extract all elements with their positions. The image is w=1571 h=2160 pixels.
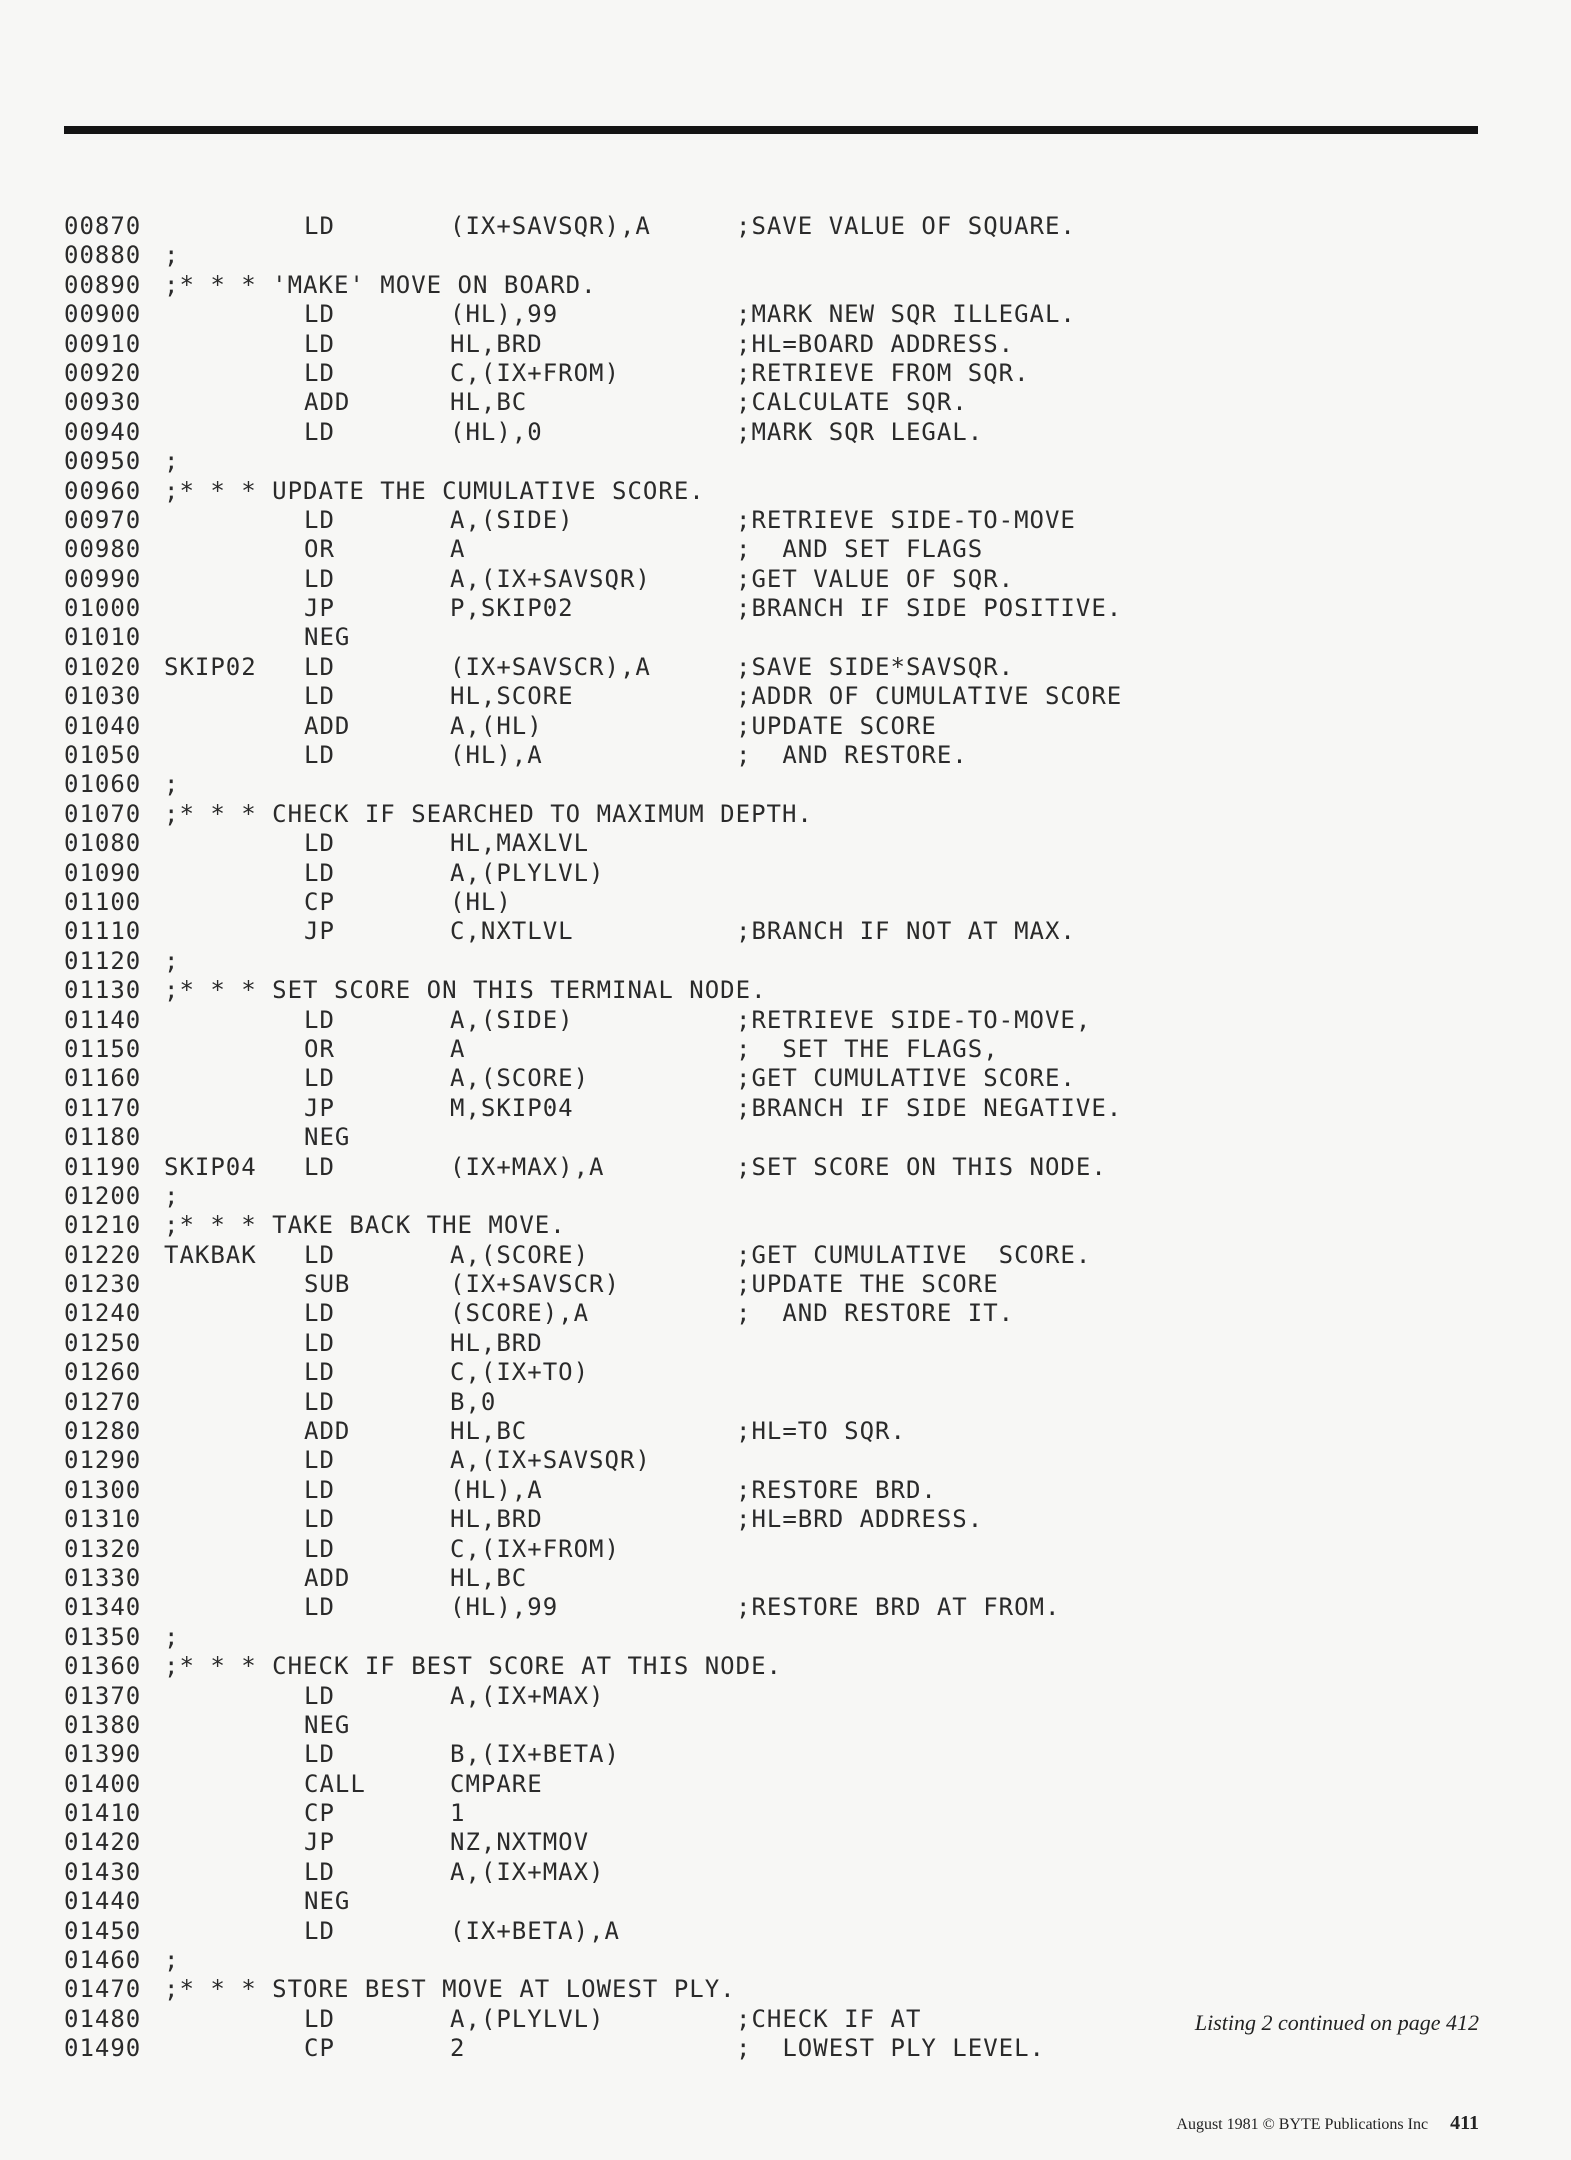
opcode: OR (304, 535, 335, 564)
opcode: JP (304, 1093, 335, 1122)
inline-comment: ;GET VALUE OF SQR. (736, 564, 1015, 593)
line-number: 01410 (64, 1799, 142, 1828)
listing-line (64, 1623, 1504, 1652)
inline-comment: ;RETRIEVE SIDE-TO-MOVE, (736, 1005, 1092, 1034)
line-number: 01260 (64, 1358, 142, 1387)
opcode: CP (304, 2034, 335, 2063)
listing-line (64, 1652, 1504, 1681)
listing-line (64, 1417, 1504, 1446)
opcode: LD (304, 329, 335, 358)
listing-line (64, 1211, 1504, 1240)
operand: (IX+SAVSQR),A (450, 212, 651, 240)
opcode: SUB (304, 1270, 351, 1299)
comment-line: ;* * * CHECK IF SEARCHED TO MAXIMUM DEPTH. (164, 799, 813, 828)
listing-line (64, 1123, 1504, 1152)
inline-comment: ; AND RESTORE IT. (736, 1299, 1015, 1328)
listing-line (64, 741, 1504, 770)
line-number: 01190 (64, 1152, 142, 1181)
page-footer (1176, 2112, 1479, 2135)
line-number: 01440 (64, 1887, 142, 1916)
inline-comment: ; AND SET FLAGS (736, 535, 984, 564)
operand: (HL),0 (450, 417, 543, 446)
operand: C,(IX+FROM) (450, 1534, 620, 1563)
operand: HL,SCORE (450, 682, 574, 711)
listing-line (64, 1799, 1504, 1828)
opcode: ADD (304, 711, 351, 740)
listing-line (64, 535, 1504, 564)
line-number: 01400 (64, 1769, 142, 1798)
inline-comment: ;MARK NEW SQR ILLEGAL. (736, 300, 1076, 329)
listing-line (64, 418, 1504, 447)
opcode: CP (304, 887, 335, 916)
operand: NZ,NXTMOV (450, 1828, 590, 1857)
operand: P,SKIP02 (450, 594, 574, 623)
opcode: ADD (304, 1417, 351, 1446)
opcode: NEG (304, 1887, 351, 1916)
listing-line (64, 1887, 1504, 1916)
opcode: LD (304, 417, 335, 446)
listing-line (64, 682, 1504, 711)
operand: (HL),99 (450, 300, 559, 329)
operand: A,(PLYLVL) (450, 2004, 605, 2033)
opcode: LD (304, 1740, 335, 1769)
line-number: 00990 (64, 564, 142, 593)
comment-line: ; (164, 447, 180, 476)
inline-comment: ;SET SCORE ON THIS NODE. (736, 1152, 1107, 1181)
line-number: 01300 (64, 1475, 142, 1504)
line-number: 00890 (64, 270, 142, 299)
listing-line (64, 1358, 1504, 1387)
line-number: 00920 (64, 358, 142, 387)
opcode: LD (304, 858, 335, 887)
line-number: 01450 (64, 1916, 142, 1945)
comment-line: ; (164, 1622, 180, 1651)
opcode: LD (304, 829, 335, 858)
listing-line (64, 800, 1504, 829)
line-number: 01060 (64, 770, 142, 799)
inline-comment: ;ADDR OF CUMULATIVE SCORE (736, 682, 1123, 711)
line-number: 01140 (64, 1005, 142, 1034)
inline-comment: ; AND RESTORE. (736, 741, 968, 770)
listing-line (64, 271, 1504, 300)
operand: HL,BC (450, 1417, 528, 1446)
inline-comment: ;RETRIEVE FROM SQR. (736, 358, 1030, 387)
operand: B,(IX+BETA) (450, 1740, 620, 1769)
line-number: 01330 (64, 1563, 142, 1592)
line-number: 01270 (64, 1387, 142, 1416)
line-number: 01130 (64, 976, 142, 1005)
listing-line (64, 1476, 1504, 1505)
opcode: LD (304, 1328, 335, 1357)
line-number: 01490 (64, 2034, 142, 2063)
line-number: 01090 (64, 858, 142, 887)
listing-line (64, 330, 1504, 359)
listing-line (64, 1564, 1504, 1593)
line-number: 01290 (64, 1446, 142, 1475)
line-number: 01120 (64, 946, 142, 975)
operand: (IX+BETA),A (450, 1916, 620, 1945)
operand: (HL),A (450, 1475, 543, 1504)
listing-line (64, 1299, 1504, 1328)
line-number: 01110 (64, 917, 142, 946)
comment-line: ; (164, 1946, 180, 1975)
line-number: 01320 (64, 1534, 142, 1563)
listing-line (64, 241, 1504, 270)
line-number: 00970 (64, 505, 142, 534)
inline-comment: ;UPDATE SCORE (736, 711, 937, 740)
asm-label: SKIP04 (164, 1152, 257, 1181)
comment-line: ;* * * TAKE BACK THE MOVE. (164, 1211, 566, 1240)
operand: A,(IX+MAX) (450, 1857, 605, 1886)
asm-label: TAKBAK (164, 1240, 257, 1269)
operand: B,0 (450, 1387, 497, 1416)
line-number: 01350 (64, 1622, 142, 1651)
listing-line (64, 888, 1504, 917)
opcode: LD (304, 1387, 335, 1416)
operand: A,(IX+MAX) (450, 1681, 605, 1710)
footer-credit: August 1981 © BYTE Publications Inc (1176, 2116, 1429, 2133)
line-number: 01250 (64, 1328, 142, 1357)
operand: HL,BRD (450, 1328, 543, 1357)
listing-line (64, 1593, 1504, 1622)
opcode: JP (304, 1828, 335, 1857)
operand: (HL),99 (450, 1593, 559, 1622)
listing-line (64, 1505, 1504, 1534)
inline-comment: ;GET CUMULATIVE SCORE. (736, 1240, 1092, 1269)
listing-line (64, 388, 1504, 417)
opcode: LD (304, 1152, 335, 1181)
listing-line (64, 1388, 1504, 1417)
opcode: NEG (304, 1123, 351, 1152)
opcode: NEG (304, 1710, 351, 1739)
listing-line (64, 976, 1504, 1005)
line-number: 00950 (64, 447, 142, 476)
listing-line (64, 1446, 1504, 1475)
line-number: 01460 (64, 1946, 142, 1975)
line-number: 01470 (64, 1975, 142, 2004)
listing-line (64, 300, 1504, 329)
operand: HL,BC (450, 1563, 528, 1592)
line-number: 00930 (64, 388, 142, 417)
operand: A,(HL) (450, 711, 543, 740)
opcode: LD (304, 1299, 335, 1328)
opcode: LD (304, 682, 335, 711)
opcode: LD (304, 1358, 335, 1387)
inline-comment: ;CHECK IF AT (736, 2004, 922, 2033)
listing-line (64, 1946, 1504, 1975)
comment-line: ;* * * UPDATE THE CUMULATIVE SCORE. (164, 476, 705, 505)
opcode: LD (304, 1534, 335, 1563)
top-rule (64, 126, 1478, 134)
listing-line (64, 594, 1504, 623)
listing-line (64, 917, 1504, 946)
comment-line: ; (164, 946, 180, 975)
opcode: LD (304, 300, 335, 329)
line-number: 01390 (64, 1740, 142, 1769)
line-number: 01380 (64, 1710, 142, 1739)
line-number: 01200 (64, 1181, 142, 1210)
line-number: 00980 (64, 535, 142, 564)
operand: A,(SIDE) (450, 505, 574, 534)
inline-comment: ;GET CUMULATIVE SCORE. (736, 1064, 1076, 1093)
opcode: LD (304, 505, 335, 534)
listing-line (64, 1535, 1504, 1564)
line-number: 00880 (64, 241, 142, 270)
line-number: 00900 (64, 300, 142, 329)
opcode: ADD (304, 388, 351, 417)
listing-line (64, 477, 1504, 506)
line-number: 01360 (64, 1652, 142, 1681)
operand: A,(SCORE) (450, 1240, 590, 1269)
line-number: 01070 (64, 799, 142, 828)
opcode: LD (304, 358, 335, 387)
inline-comment: ;CALCULATE SQR. (736, 388, 968, 417)
opcode: NEG (304, 623, 351, 652)
operand: (HL),A (450, 741, 543, 770)
comment-line: ;* * * CHECK IF BEST SCORE AT THIS NODE. (164, 1652, 782, 1681)
inline-comment: ;HL=BOARD ADDRESS. (736, 329, 1015, 358)
line-number: 01000 (64, 594, 142, 623)
listing-line (64, 1182, 1504, 1211)
operand: CMPARE (450, 1769, 543, 1798)
inline-comment: ;RETRIEVE SIDE-TO-MOVE (736, 505, 1076, 534)
listing-line (64, 1828, 1504, 1857)
comment-line: ; (164, 241, 180, 270)
operand: HL,MAXLVL (450, 829, 590, 858)
inline-comment: ; LOWEST PLY LEVEL. (736, 2034, 1045, 2063)
line-number: 01020 (64, 652, 142, 681)
listing-line (64, 506, 1504, 535)
inline-comment: ;UPDATE THE SCORE (736, 1270, 999, 1299)
opcode: LD (304, 1857, 335, 1886)
listing-line (64, 359, 1504, 388)
operand: (HL) (450, 887, 512, 916)
inline-comment: ;RESTORE BRD. (736, 1475, 937, 1504)
opcode: LD (304, 1240, 335, 1269)
opcode: LD (304, 1681, 335, 1710)
line-number: 00940 (64, 417, 142, 446)
operand: (IX+MAX),A (450, 1152, 605, 1181)
line-number: 00870 (64, 212, 142, 240)
listing-line (64, 1006, 1504, 1035)
listing-line (64, 712, 1504, 741)
inline-comment: ;HL=BRD ADDRESS. (736, 1505, 984, 1534)
code-listing (64, 212, 1504, 2064)
listing-line (64, 1682, 1504, 1711)
opcode: LD (304, 652, 335, 681)
operand: (IX+SAVSCR),A (450, 652, 651, 681)
line-number: 01180 (64, 1123, 142, 1152)
listing-line (64, 859, 1504, 888)
operand: A,(IX+SAVSQR) (450, 564, 651, 593)
listing-line (64, 1064, 1504, 1093)
inline-comment: ;HL=TO SQR. (736, 1417, 906, 1446)
listing-line (64, 770, 1504, 799)
inline-comment: ;RESTORE BRD AT FROM. (736, 1593, 1061, 1622)
inline-comment: ;BRANCH IF NOT AT MAX. (736, 917, 1076, 946)
line-number: 01050 (64, 741, 142, 770)
listing-line (64, 1270, 1504, 1299)
comment-line: ; (164, 770, 180, 799)
operand: 1 (450, 1799, 466, 1828)
operand: 2 (450, 2034, 466, 2063)
operand: HL,BRD (450, 1505, 543, 1534)
inline-comment: ;BRANCH IF SIDE POSITIVE. (736, 594, 1123, 623)
opcode: ADD (304, 1563, 351, 1592)
listing-line (64, 1770, 1504, 1799)
line-number: 01150 (64, 1034, 142, 1063)
operand: A,(IX+SAVSQR) (450, 1446, 651, 1475)
operand: M,SKIP04 (450, 1093, 574, 1122)
opcode: LD (304, 1593, 335, 1622)
opcode: LD (304, 741, 335, 770)
operand: (SCORE),A (450, 1299, 590, 1328)
operand: HL,BRD (450, 329, 543, 358)
opcode: CALL (304, 1769, 366, 1798)
inline-comment: ;SAVE VALUE OF SQUARE. (736, 212, 1076, 240)
opcode: LD (304, 212, 335, 240)
listing-line (64, 1035, 1504, 1064)
opcode: CP (304, 1799, 335, 1828)
line-number: 01280 (64, 1417, 142, 1446)
line-number: 01220 (64, 1240, 142, 1269)
line-number: 01370 (64, 1681, 142, 1710)
line-number: 01080 (64, 829, 142, 858)
inline-comment: ;SAVE SIDE*SAVSQR. (736, 652, 1015, 681)
listing-line (64, 1241, 1504, 1270)
line-number: 01340 (64, 1593, 142, 1622)
asm-label: SKIP02 (164, 652, 257, 681)
line-number: 01480 (64, 2004, 142, 2033)
inline-comment: ;BRANCH IF SIDE NEGATIVE. (736, 1093, 1123, 1122)
operand: A (450, 1034, 466, 1063)
listing-line (64, 1711, 1504, 1740)
operand: C,(IX+TO) (450, 1358, 590, 1387)
line-number: 01240 (64, 1299, 142, 1328)
operand: A,(SCORE) (450, 1064, 590, 1093)
comment-line: ;* * * SET SCORE ON THIS TERMINAL NODE. (164, 976, 767, 1005)
opcode: LD (304, 564, 335, 593)
listing-line (64, 1153, 1504, 1182)
operand: A (450, 535, 466, 564)
line-number: 01310 (64, 1505, 142, 1534)
comment-line: ;* * * 'MAKE' MOVE ON BOARD. (164, 270, 597, 299)
opcode: LD (304, 1064, 335, 1093)
opcode: LD (304, 1916, 335, 1945)
opcode: JP (304, 594, 335, 623)
line-number: 00960 (64, 476, 142, 505)
comment-line: ;* * * STORE BEST MOVE AT LOWEST PLY. (164, 1975, 736, 2004)
listing-continued-caption: Listing 2 continued on page 412 (1194, 2010, 1479, 2035)
listing-line (64, 1917, 1504, 1946)
line-number: 01010 (64, 623, 142, 652)
opcode: LD (304, 1475, 335, 1504)
page-number: 411 (1450, 2112, 1479, 2134)
operand: HL,BC (450, 388, 528, 417)
listing-line (64, 1329, 1504, 1358)
listing-line (64, 623, 1504, 652)
listing-line (64, 212, 1504, 241)
inline-comment: ; SET THE FLAGS, (736, 1034, 999, 1063)
opcode: OR (304, 1034, 335, 1063)
comment-line: ; (164, 1181, 180, 1210)
line-number: 01230 (64, 1270, 142, 1299)
operand: C,NXTLVL (450, 917, 574, 946)
opcode: LD (304, 1446, 335, 1475)
line-number: 01160 (64, 1064, 142, 1093)
operand: A,(SIDE) (450, 1005, 574, 1034)
listing-line (64, 947, 1504, 976)
listing-line (64, 1094, 1504, 1123)
listing-line (64, 565, 1504, 594)
opcode: LD (304, 2004, 335, 2033)
line-number: 01100 (64, 887, 142, 916)
opcode: LD (304, 1505, 335, 1534)
listing-line (64, 1740, 1504, 1769)
listing-line (64, 1858, 1504, 1887)
listing-line (64, 2034, 1504, 2063)
listing-line (64, 653, 1504, 682)
operand: A,(PLYLVL) (450, 858, 605, 887)
listing-line (64, 829, 1504, 858)
opcode: LD (304, 1005, 335, 1034)
operand: (IX+SAVSCR) (450, 1270, 620, 1299)
line-number: 01040 (64, 711, 142, 740)
operand: C,(IX+FROM) (450, 358, 620, 387)
line-number: 00910 (64, 329, 142, 358)
line-number: 01420 (64, 1828, 142, 1857)
line-number: 01030 (64, 682, 142, 711)
inline-comment: ;MARK SQR LEGAL. (736, 417, 984, 446)
line-number: 01430 (64, 1857, 142, 1886)
listing-line (64, 447, 1504, 476)
listing-line (64, 1975, 1504, 2004)
line-number: 01210 (64, 1211, 142, 1240)
opcode: JP (304, 917, 335, 946)
line-number: 01170 (64, 1093, 142, 1122)
